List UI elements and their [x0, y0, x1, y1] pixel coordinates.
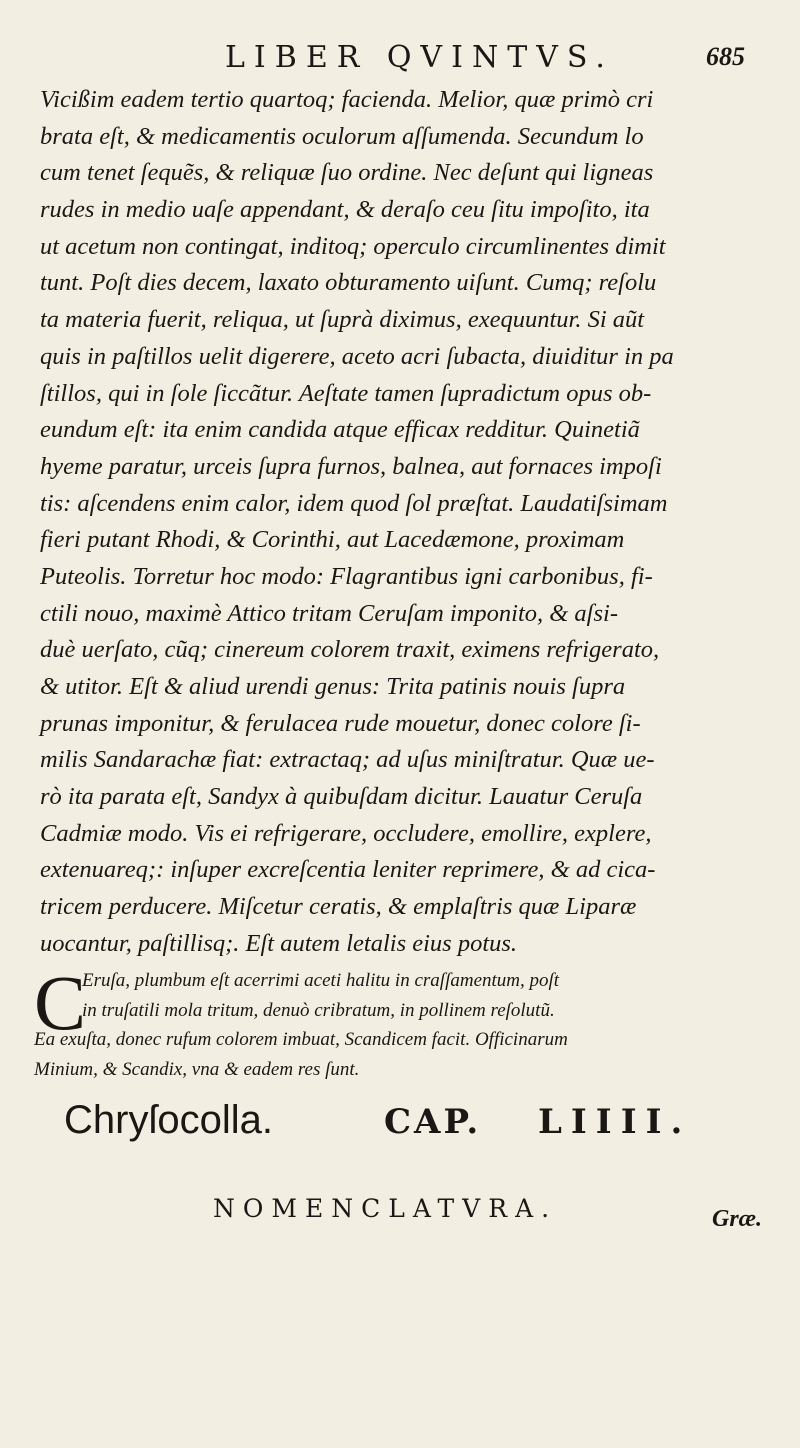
text-line: ut acetum non contingat, inditoq; operculo circumlinentes dimit [40, 232, 666, 260]
annotation-line: in truſatili mola tritum, denuò cribratum, in pollinem reſolutũ. [82, 999, 555, 1021]
text-line: Cadmiæ modo. Vis ei refrigerare, occludere, emollire, explere, [40, 819, 652, 847]
text-line: tunt. Poſt dies decem, laxato obturamento uiſunt. Cumq; reſolu [40, 269, 657, 297]
text-line: extenuareq;: inſuper excreſcentia leniter reprimere, & ad cica- [40, 856, 656, 884]
text-line: tis: aſcendens enim calor, idem quod ſol præſtat. Laudatiſsimam [40, 489, 668, 517]
annotation-line: Eruſa, plumbum eſt acerrimi aceti halitu in craſſamentum, poſt [82, 970, 560, 991]
chapter-heading [0, 1098, 800, 1158]
text-line: duè uerſato, cũq; cinereum colorem traxit, eximens refrigerato, [40, 636, 660, 664]
text-line: fieri putant Rhodi, & Corinthi, aut Lacedæmone, proximam [40, 526, 625, 554]
running-head [0, 40, 800, 80]
section-heading: NOMENCLATVRA. [213, 1194, 558, 1223]
text-line: & utitor. Eſt & aliud urendi genus: Trita patinis nouis ſupra [40, 673, 626, 700]
text-line: ctili nouo, maximè Attico tritam Ceruſam imponito, & aſsi- [40, 599, 618, 627]
text-line: brata eſt, & medicamentis oculorum aſſumenda. Secundum lo [40, 122, 644, 150]
text-line: quis in paſtillos uelit digerere, aceto acri ſubacta, diuiditur in pa [40, 342, 674, 370]
text-line: cum tenet ſequẽs, & reliquæ ſuo ordine. Nec deſunt qui ligneas [40, 159, 654, 187]
text-line: rudes in medio uaſe appendant, & deraſo ceu ſitu impoſito, ita [40, 196, 650, 224]
text-line: rò ita parata eſt, Sandyx à quibuſdam dicitur. Lauatur Ceruſa [40, 783, 643, 811]
chapter-title: Chryſocolla. [64, 1098, 273, 1142]
main-text [40, 82, 770, 963]
chapter-number: LIIII. [538, 1102, 692, 1142]
text-line: prunas imponitur, & ferulacea rude mouetur, donec colore ſi- [40, 709, 641, 737]
page-number: 685 [706, 42, 745, 71]
text-line: uocantur, paſtillisq;. Eſt autem letalis eius potus. [40, 929, 518, 957]
text-line: Vicißim eadem tertio quartoq; facienda. Melior, quæ primò cri [40, 86, 654, 113]
text-line: tricem perducere. Miſcetur ceratis, & emplaſtris quæ Liparæ [40, 893, 637, 921]
text-line: Puteolis. Torretur hoc modo: Flagrantibus igni carbonibus, fi- [40, 562, 653, 590]
drop-capital: C [34, 959, 87, 1046]
catchword: Græ. [712, 1206, 763, 1232]
annotation-block [34, 959, 774, 1084]
text-line: ta materia fuerit, reliqua, ut ſuprà diximus, exequuntur. Si aũt [40, 306, 645, 334]
annotation-line: Ea exuſta, donec rufum colorem imbuat, Scandicem facit. Officinarum [34, 1029, 568, 1050]
annotation-line: Minium, & Scandix, vna & eadem res ſunt. [34, 1058, 360, 1080]
text-line: ſtillos, qui in ſole ſiccãtur. Aeſtate tamen ſupradictum opus ob- [40, 379, 652, 407]
text-line: hyeme paratur, urceis ſupra furnos, balnea, aut fornaces impoſi [40, 452, 662, 480]
text-line: eundum eſt: ita enim candida atque efficax redditur. Quinetiã [40, 416, 640, 444]
chapter-cap-label: CAP. [384, 1102, 482, 1142]
running-head-title: LIBER QVINTVS. [225, 40, 614, 75]
text-line: milis Sandarachæ fiat: extractaq; ad uſus miniſtratur. Quæ ue- [40, 746, 655, 774]
